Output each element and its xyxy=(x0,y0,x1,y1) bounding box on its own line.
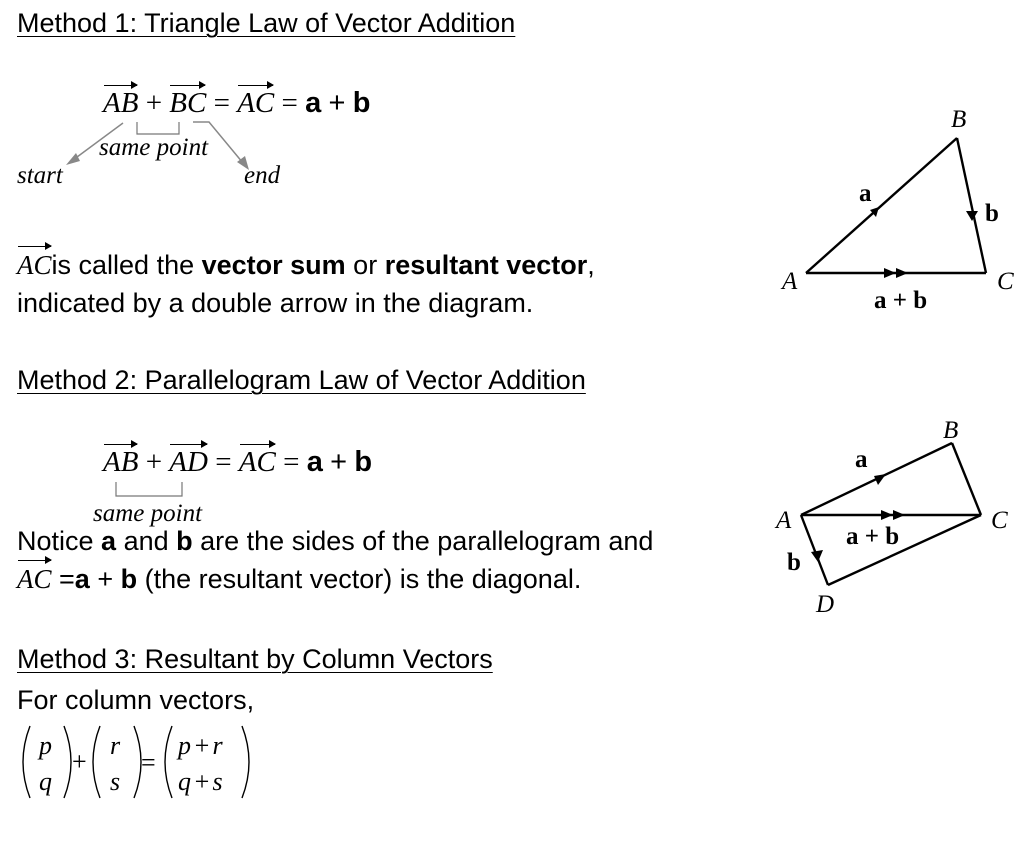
vector-b: b xyxy=(354,446,373,478)
point-b-label: B xyxy=(951,106,967,133)
v1-bottom: q xyxy=(39,767,52,796)
text: or xyxy=(345,250,385,280)
bold-text: vector sum xyxy=(201,250,346,280)
plus-sign: + xyxy=(145,87,163,119)
method1-heading: Method 1: Triangle Law of Vector Addition xyxy=(17,8,516,38)
method3-heading: Method 3: Resultant by Column Vectors xyxy=(17,644,493,674)
point-b-label: B xyxy=(943,417,959,444)
method1-description xyxy=(17,246,595,322)
method2-notice xyxy=(17,522,653,598)
text: and xyxy=(116,526,177,556)
sum-label: a + b xyxy=(874,287,928,314)
text: indicated by a double arrow in the diagram. xyxy=(17,288,534,318)
sum-label: a + b xyxy=(846,523,900,550)
method2-heading: Method 2: Parallelogram Law of Vector Addition xyxy=(17,365,586,395)
v3-bottom: q+s xyxy=(178,767,225,796)
equals-sign: = xyxy=(281,87,298,119)
text: Notice xyxy=(17,526,102,556)
vector-a: a xyxy=(305,87,322,119)
vector-ab: AB xyxy=(103,446,139,478)
side-a-label: a xyxy=(859,180,872,207)
point-c-label: C xyxy=(997,268,1014,295)
bold-a: a xyxy=(74,564,90,594)
side-a-label: a xyxy=(855,446,868,473)
vector-ac: AC xyxy=(17,560,52,598)
v2-bottom: s xyxy=(110,767,121,796)
plus-sign: + xyxy=(330,446,348,478)
point-c-label: C xyxy=(991,507,1008,534)
method3-intro: For column vectors, xyxy=(17,685,255,715)
equals-sign: = xyxy=(283,446,300,478)
equals-sign: = xyxy=(215,446,232,478)
text: , xyxy=(587,250,595,280)
vector-ac: AC xyxy=(237,87,275,119)
plus-sign: + xyxy=(72,747,87,776)
bold-b: b xyxy=(120,564,138,594)
vector-ad: AD xyxy=(169,446,208,478)
triangle-diagram xyxy=(760,95,1024,325)
vector-ab: AB xyxy=(103,87,139,119)
side-b-label: b xyxy=(985,200,999,227)
equals-sign: = xyxy=(141,748,156,777)
point-a-label: A xyxy=(776,507,792,534)
vector-bc: BC xyxy=(169,87,207,119)
vector-a: a xyxy=(306,446,323,478)
side-b-label: b xyxy=(787,549,801,576)
parallelogram-diagram xyxy=(760,410,1024,630)
plus-sign: + xyxy=(328,87,346,119)
text: are the sides of the parallelogram and xyxy=(192,526,654,556)
vector-b: b xyxy=(352,87,371,119)
point-d-label: D xyxy=(816,591,835,618)
bold-text: resultant vector xyxy=(384,250,588,280)
v3-top: p+r xyxy=(178,731,225,760)
v2-top: r xyxy=(110,731,121,760)
plus-sign: + xyxy=(145,446,163,478)
bold-b: b xyxy=(176,526,193,556)
text: + xyxy=(89,564,121,594)
text: (the resultant vector) is the diagonal. xyxy=(137,564,582,594)
end-label: end xyxy=(244,162,281,189)
column-vector-equation xyxy=(12,720,262,810)
equals-sign: = xyxy=(213,87,230,119)
v1-top: p xyxy=(39,731,52,760)
bold-a: a xyxy=(101,526,117,556)
vector-ac: AC xyxy=(238,446,276,478)
start-label: start xyxy=(17,162,63,189)
vector-ac: AC xyxy=(17,246,52,284)
same-point-label: same point xyxy=(93,500,203,527)
same-point-label: same point xyxy=(99,134,209,161)
point-a-label: A xyxy=(782,268,798,295)
text: is called the xyxy=(51,250,202,280)
text: = xyxy=(51,564,75,594)
